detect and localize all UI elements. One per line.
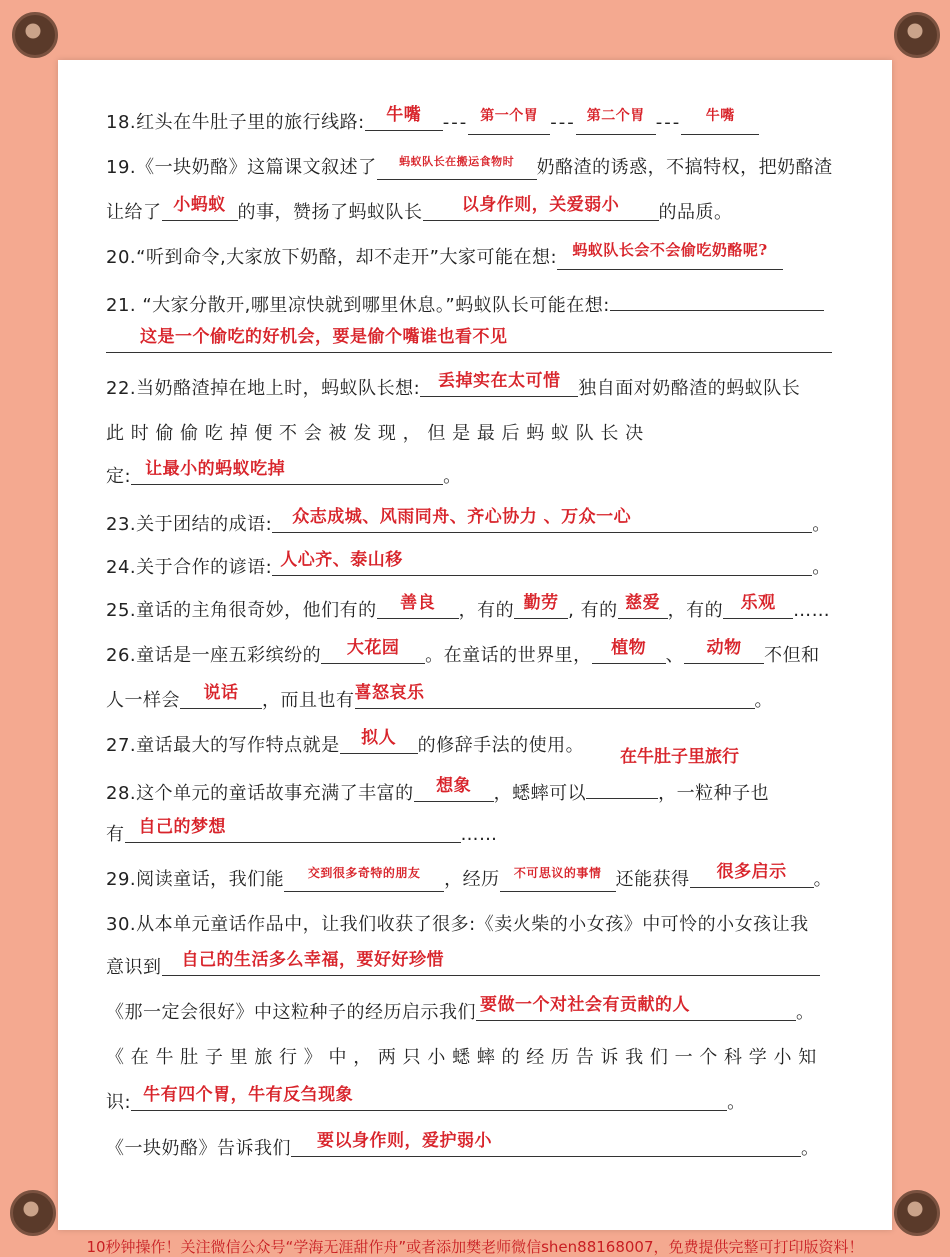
answer: 第二个胃 [586,108,645,124]
answer: 不可思议的事情 [513,866,602,880]
question-20 [106,243,783,270]
answer: 让最小的蚂蚁吃掉 [145,459,286,479]
answer: 小蚂蚁 [173,195,226,215]
question-text: ，经历 [444,869,500,890]
question-text: ，而且也有 [262,690,355,711]
footer-notice: 10秒钟操作！关注微信公众号“学海无涯甜作舟”或者添加樊老师微信shen88168007，免费提供完整可打印版资料！ [86,1238,864,1256]
answer: 很多启示 [716,862,787,882]
question-text: 27.童话最大的写作特点就是 [106,735,340,756]
question-19-line-1 [106,153,833,180]
corner-pin-bottom-left [10,1190,56,1236]
question-text: 26.童话是一座五彩缤纷的 [106,645,322,666]
answer: 牛有四个胃，牛有反刍现象 [143,1085,354,1105]
question-text: 。在童话的世界里， [425,645,592,666]
answer: 自己的梦想 [138,817,226,837]
question-29 [106,862,833,892]
answer: 勤劳 [523,593,559,613]
question-26-line-2 [106,683,773,712]
question-text: 让给了 [106,202,162,223]
question-text: 《一块奶酪》告诉我们 [106,1138,291,1159]
question-26-line-1 [106,638,820,667]
question-text: 。 [801,1138,820,1159]
answer: 牛嘴 [386,105,422,125]
answer: 善良 [400,593,436,613]
answer: 慈爱 [625,593,661,613]
question-text: 28.这个单元的童话故事充满了丰富的 [106,783,414,804]
question-text: 《那一定会很好》中这粒种子的经历启示我们 [106,1002,476,1023]
question-22-line-2 [106,419,644,445]
answer: 众志成城、风雨同舟、齐心协力 、万众一心 [292,507,632,527]
question-text: 。 [754,690,773,711]
question-text: ，有的 [458,600,515,621]
question-text: 19.《一块奶酪》这篇课文叙述了 [106,157,377,178]
question-28-line-1 [106,776,769,805]
corner-pin-top-left [12,12,58,58]
question-22-line-1 [106,371,801,400]
question-text: , 有的 [568,600,618,621]
answer: 大花园 [346,638,400,658]
question-21-line-2 [106,327,832,355]
question-text: 。 [812,514,831,535]
corner-pin-top-right [894,12,940,58]
question-21-line-1 [106,288,824,317]
question-30-line-6 [106,1131,820,1160]
answer: 植物 [611,638,647,658]
question-text: 此 时 偷 偷 吃 掉 便 不 会 被 发 现 ， 但 是 最 后 蚂 蚁 队 长 决 [106,423,644,444]
corner-pin-bottom-right [894,1190,940,1236]
answer: 蚂蚁队长会不会偷吃奶酪呢? [572,241,768,259]
question-text: 有 [106,824,125,845]
question-text: 独自面对奶酪渣的蚂蚁队长 [578,378,801,399]
question-30-line-1 [106,910,809,936]
separator: --- [550,112,576,133]
answer: 自己的生活多么幸福，要好好珍惜 [181,950,444,970]
question-text: 的事，赞扬了蚂蚁队长 [237,202,423,223]
question-27 [106,728,585,757]
answer: 动物 [706,638,742,658]
question-text: ，一粒种子也 [658,783,770,804]
question-28-line-2 [106,817,498,846]
question-text: 奶酪渣的诱惑，不搞特权，把奶酪渣 [536,157,833,178]
question-text: 23.关于团结的成语: [106,514,273,535]
question-30-line-2 [106,950,820,979]
question-25 [106,593,831,622]
answer-note: 在牛肚子里旅行 [620,747,739,767]
question-text: 21. “大家分散开,哪里凉快就到哪里休息。”蚂蚁队长可能在想: [106,295,610,316]
question-24 [106,550,831,579]
question-text: 的品质。 [658,202,733,223]
question-text: 不但和 [764,645,820,666]
question-text: 。 [443,466,462,487]
question-text: 还能获得 [615,869,690,890]
question-text: 。 [813,869,833,890]
separator: --- [442,112,469,133]
answer: 乐观 [740,593,776,613]
question-30-line-4 [106,1043,817,1069]
answer: 牛嘴 [705,108,735,124]
question-23 [106,507,831,536]
question-text: 。 [796,1002,815,1023]
question-text: 25.童话的主角很奇妙，他们有的 [106,600,377,621]
answer: 这是一个偷吃的好机会，要是偷个嘴谁也看不见 [140,327,508,347]
question-text: 定: [106,466,132,487]
question-text: 、 [665,645,685,666]
answer: 喜怒哀乐 [354,683,425,703]
question-text: 。 [727,1092,746,1113]
answer: 说话 [203,683,239,703]
question-30-line-5 [106,1085,746,1114]
answer: 蚂蚁队长在搬运食物时 [399,155,515,168]
question-text: ，有的 [667,600,724,621]
question-19-line-2 [106,195,733,224]
question-text: 18.红头在牛肚子里的旅行线路: [106,112,365,133]
answer: 要做一个对社会有贡献的人 [480,995,690,1015]
question-text: 20.“听到命令,大家放下奶酪，却不走开”大家可能在想: [106,247,558,268]
question-text: 29.阅读童话，我们能 [106,869,285,890]
question-text: 22.当奶酪渣掉在地上时，蚂蚁队长想: [106,378,421,399]
separator: --- [655,112,682,133]
question-text: …… [793,600,831,621]
question-18 [106,105,759,135]
question-text: 30.从本单元童话作品中，让我们收获了很多:《卖火柴的小女孩》中可怜的小女孩让我 [106,914,809,935]
question-text: 。 [812,557,831,578]
answer: 要以身作则，爱护弱小 [317,1131,492,1151]
question-text: 人一样会 [106,690,180,711]
answer: 拟人 [361,728,397,748]
question-text: 《 在 牛 肚 子 里 旅 行 》 中 ， 两 只 小 蟋 蟀 的 经 历 告 诉 我 们 一 个 科 学 小 知 [106,1047,817,1068]
answer: 第一个胃 [480,108,539,124]
question-text: …… [460,824,498,845]
question-text: 意识到 [106,957,162,978]
question-text: ，蟋蟀可以 [493,783,587,804]
question-30-line-3 [106,995,815,1024]
answer: 以身作则，关爱弱小 [461,195,620,215]
question-text: 的修辞手法的使用。 [417,735,585,756]
answer: 人心齐、泰山移 [280,550,403,570]
answer: 丢掉实在太可惜 [437,371,561,391]
question-text: 识: [106,1092,132,1113]
question-text: 24.关于合作的谚语: [106,557,273,578]
question-22-line-3 [106,459,462,488]
answer: 交到很多奇特的朋友 [307,866,421,880]
answer: 想象 [436,776,472,796]
